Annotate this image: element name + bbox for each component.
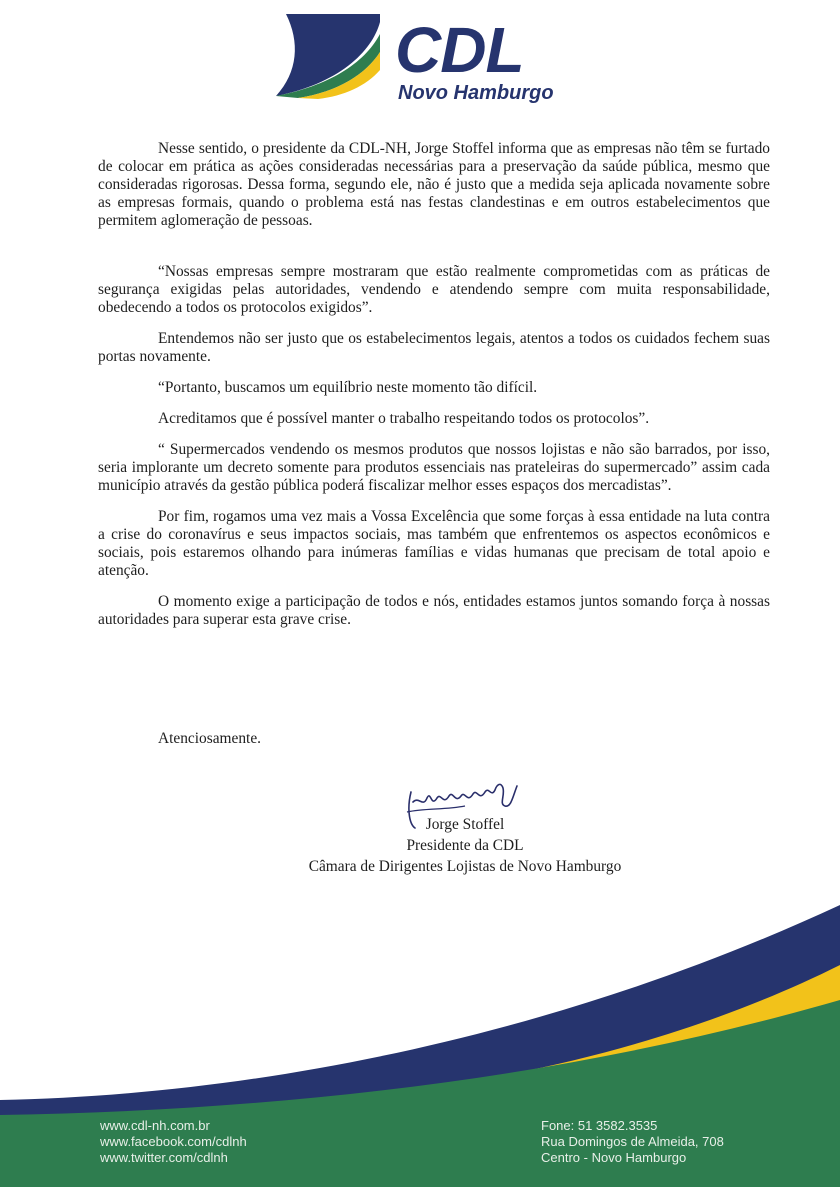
website-link[interactable]: www.cdl-nh.com.br xyxy=(100,1118,210,1133)
paragraph: Nesse sentido, o presidente da CDL-NH, Jorge Stoffel informa que as empresas não têm se furtado de colocar em prática as ações consideradas necessárias para a preservação da saúde pública, mesmo que consideradas rigorosas. Dessa forma, segundo ele, não é justo que a medida seja aplicada novamente sobre as empresas formais, quando o problema está nas festas clandestinas e em outros estabelecimentos que permitem aglomeração de pessoas. xyxy=(98,140,770,229)
district-city: Centro - Novo Hamburgo xyxy=(541,1150,687,1165)
facebook-link[interactable]: www.facebook.com/cdlnh xyxy=(100,1134,247,1149)
signer-title: Presidente da CDL xyxy=(406,837,524,854)
twitter-link[interactable]: www.twitter.com/cdlnh xyxy=(100,1150,228,1165)
paragraph: “Portanto, buscamos um equilíbrio neste momento tão difícil. xyxy=(158,379,538,396)
paragraph: Acreditamos que é possível manter o trabalho respeitando todos os protocolos”. xyxy=(158,410,650,427)
paragraph: Entendemos não ser justo que os estabelecimentos legais, atentos a todos os cuidados fechem suas portas novamente. xyxy=(98,330,770,365)
paragraph: “ Supermercados vendendo os mesmos produtos que nossos lojistas e não são barrados, por isso, seria implorante um decreto somente para produtos essenciais nas prateleiras do supermercado” assim cada município através da gestão pública poderá fiscalizar melhor esses espaços dos mercadistas”. xyxy=(98,441,770,494)
street-address: Rua Domingos de Almeida, 708 xyxy=(541,1134,724,1149)
signature-block xyxy=(240,814,690,877)
logo-wordmark: CDL xyxy=(395,14,524,86)
closing-salutation: Atenciosamente. xyxy=(158,730,261,747)
paragraph: “Nossas empresas sempre mostraram que estão realmente comprometidas com as práticas de segurança exigidas pelas autoridades, vendendo e atendendo sempre com muita responsabilidade, obedecendo a todos os protocolos exigidos”. xyxy=(98,263,770,316)
cdl-logo xyxy=(268,12,588,112)
phone-number: Fone: 51 3582.3535 xyxy=(541,1118,658,1133)
paragraph: O momento exige a participação de todos e nós, entidades estamos juntos somando força à nossas autoridades para superar esta grave crise. xyxy=(98,593,770,628)
cdl-logo-mark-icon xyxy=(268,12,390,100)
letter-body xyxy=(98,140,770,642)
footer-links xyxy=(100,1118,247,1166)
footer-contact xyxy=(541,1118,724,1166)
logo-subtitle: Novo Hamburgo xyxy=(398,82,554,104)
signer-name: Jorge Stoffel xyxy=(425,816,505,833)
paragraph: Por fim, rogamos uma vez mais a Vossa Excelência que some forças à essa entidade na luta contra a crise do coronavírus e seus impactos sociais, mas também que enfrentemos os aspectos econômicos e sociais, pois estaremos olhando para inúmeras famílias e vidas humanas que precisam de total apoio e atenção. xyxy=(98,508,770,579)
signer-organization: Câmara de Dirigentes Lojistas de Novo Hamburgo xyxy=(308,858,622,875)
